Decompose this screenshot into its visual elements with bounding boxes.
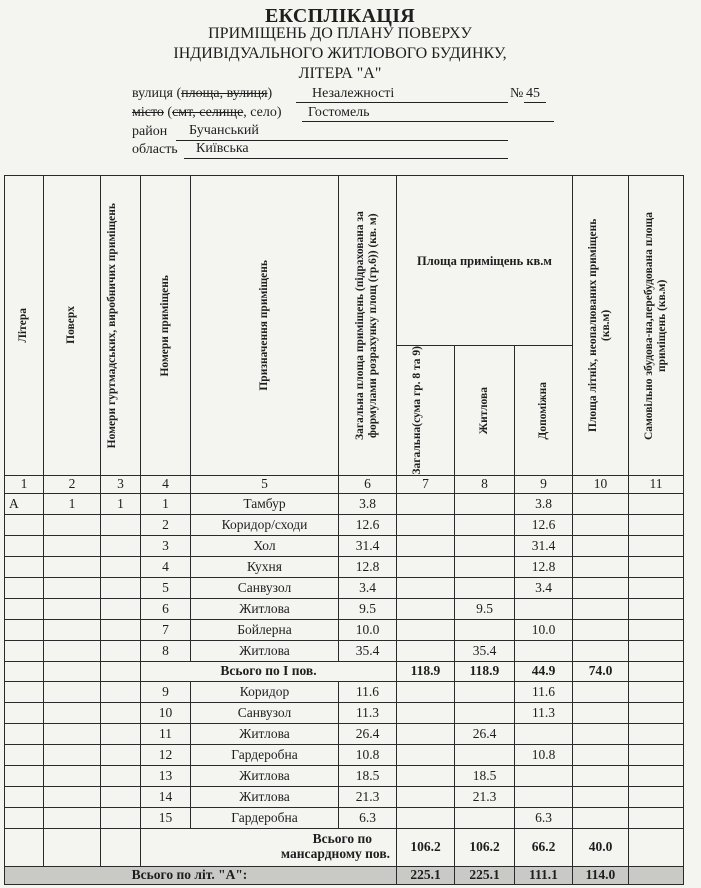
cell-letter — [5, 765, 44, 786]
subtitle-line-2: ІНДИВІДУАЛЬНОГО ЖИТЛОВОГО БУДИНКУ, — [173, 45, 507, 62]
cell-aux-area: 31.4 — [515, 535, 573, 556]
cell-group — [101, 723, 141, 744]
cell-room-number: 14 — [141, 786, 191, 807]
col-letter: Літера — [5, 176, 44, 476]
cell-room-number: 10 — [141, 702, 191, 723]
cell-living-area: 35.4 — [455, 640, 515, 661]
cell-area-total — [397, 681, 455, 702]
cell-floor — [44, 744, 101, 765]
cell-purpose: Житлова — [191, 640, 339, 661]
cell-unauthorized — [629, 640, 684, 661]
cell-letter — [5, 744, 44, 765]
cell-total-area: 12.8 — [339, 556, 397, 577]
cell-total-area: 10.8 — [339, 744, 397, 765]
table-row — [5, 598, 684, 619]
cell-living-area — [455, 702, 515, 723]
cell-purpose: Гардеробна — [191, 744, 339, 765]
cell-summer — [573, 723, 629, 744]
cell-purpose: Санвузол — [191, 577, 339, 598]
explication-table — [4, 175, 684, 885]
cell-floor — [44, 535, 101, 556]
cell-living-area: 18.5 — [455, 765, 515, 786]
cell-summer — [573, 807, 629, 828]
cell-living-area: 21.3 — [455, 786, 515, 807]
cell-total-area: 3.8 — [339, 493, 397, 514]
cell-unauthorized — [629, 744, 684, 765]
total-floor1-row: Всього по І пов. 118.9 118.9 44.9 74.0 — [5, 661, 684, 681]
cell-floor — [44, 556, 101, 577]
cell-floor — [44, 619, 101, 640]
cell-unauthorized — [629, 765, 684, 786]
number-value: 45 — [526, 86, 540, 101]
cell-group — [101, 765, 141, 786]
cell-living-area: 26.4 — [455, 723, 515, 744]
table-row — [5, 786, 684, 807]
cell-group — [101, 807, 141, 828]
cell-unauthorized — [629, 807, 684, 828]
cell-floor — [44, 577, 101, 598]
cell-living-area — [455, 514, 515, 535]
cell-group: 1 — [101, 493, 141, 514]
cell-letter — [5, 556, 44, 577]
cell-unauthorized — [629, 619, 684, 640]
column-numbers-row: 1 2 3 4 5 6 7 8 9 10 11 — [5, 475, 684, 493]
col-area-total: Загальна(сума гр. 8 та 9) — [397, 346, 455, 476]
table-row — [5, 640, 684, 661]
cell-room-number: 2 — [141, 514, 191, 535]
cell-room-number: 5 — [141, 577, 191, 598]
cell-living-area — [455, 744, 515, 765]
region-label: область — [132, 142, 178, 157]
cell-total-area: 26.4 — [339, 723, 397, 744]
cell-summer — [573, 556, 629, 577]
cell-total-area: 11.6 — [339, 681, 397, 702]
cell-summer — [573, 702, 629, 723]
subtitle-line-3: ЛІТЕРА "А" — [298, 65, 382, 82]
cell-summer — [573, 598, 629, 619]
cell-total-area: 35.4 — [339, 640, 397, 661]
cell-area-total — [397, 535, 455, 556]
table-row — [5, 514, 684, 535]
cell-aux-area — [515, 723, 573, 744]
cell-aux-area: 10.0 — [515, 619, 573, 640]
cell-purpose: Тамбур — [191, 493, 339, 514]
cell-living-area — [455, 681, 515, 702]
cell-aux-area: 12.8 — [515, 556, 573, 577]
cell-unauthorized — [629, 786, 684, 807]
cell-room-number: 9 — [141, 681, 191, 702]
cell-room-number: 4 — [141, 556, 191, 577]
col-purpose: Призначення приміщень — [191, 176, 339, 476]
cell-floor — [44, 598, 101, 619]
cell-aux-area: 3.8 — [515, 493, 573, 514]
cell-total-area: 18.5 — [339, 765, 397, 786]
district-value: Бучанський — [189, 123, 259, 138]
cell-purpose: Коридор — [191, 681, 339, 702]
cell-aux-area: 12.6 — [515, 514, 573, 535]
cell-unauthorized — [629, 702, 684, 723]
cell-group — [101, 702, 141, 723]
cell-living-area — [455, 556, 515, 577]
cell-letter — [5, 514, 44, 535]
cell-aux-area: 10.8 — [515, 744, 573, 765]
floor1-rows — [5, 493, 684, 661]
cell-group — [101, 514, 141, 535]
cell-aux-area: 11.6 — [515, 681, 573, 702]
cell-living-area — [455, 493, 515, 514]
cell-letter — [5, 681, 44, 702]
cell-purpose: Гардеробна — [191, 807, 339, 828]
cell-group — [101, 681, 141, 702]
cell-purpose: Бойлерна — [191, 619, 339, 640]
attic-rows — [5, 681, 684, 828]
cell-area-total — [397, 556, 455, 577]
cell-group — [101, 640, 141, 661]
cell-unauthorized — [629, 598, 684, 619]
cell-summer — [573, 640, 629, 661]
cell-group — [101, 619, 141, 640]
region-value: Київська — [196, 141, 249, 156]
cell-total-area: 11.3 — [339, 702, 397, 723]
cell-living-area: 9.5 — [455, 598, 515, 619]
cell-living-area — [455, 577, 515, 598]
cell-letter — [5, 598, 44, 619]
total-attic-row: Всього по мансардному пов. 106.2 106.2 66.2 40.0 — [5, 828, 684, 866]
grand-total-row: Всього по літ. "А": 225.1 225.1 111.1 114.0 — [5, 866, 684, 884]
cell-group — [101, 577, 141, 598]
cell-letter — [5, 577, 44, 598]
cell-purpose: Хол — [191, 535, 339, 556]
cell-total-area: 6.3 — [339, 807, 397, 828]
cell-letter — [5, 702, 44, 723]
cell-group — [101, 598, 141, 619]
cell-living-area — [455, 619, 515, 640]
cell-summer — [573, 765, 629, 786]
table-row — [5, 765, 684, 786]
cell-area-total — [397, 640, 455, 661]
cell-summer — [573, 535, 629, 556]
cell-summer — [573, 619, 629, 640]
col-area-aux: Допоміжна — [515, 346, 573, 476]
cell-purpose: Кухня — [191, 556, 339, 577]
table-row — [5, 619, 684, 640]
cell-aux-area: 6.3 — [515, 807, 573, 828]
cell-area-total — [397, 577, 455, 598]
cell-area-total — [397, 723, 455, 744]
table-row — [5, 807, 684, 828]
cell-floor — [44, 786, 101, 807]
col-total-area: Загальна площа приміщень (підрахована за формулами розрахунку площ (гр.6)) (кв. м) — [339, 176, 397, 476]
cell-total-area: 12.6 — [339, 514, 397, 535]
table-row — [5, 577, 684, 598]
cell-room-number: 1 — [141, 493, 191, 514]
number-underline — [524, 102, 546, 103]
subtitle-line-1: ПРИМІЩЕНЬ ДО ПЛАНУ ПОВЕРХУ — [208, 25, 472, 42]
cell-summer — [573, 786, 629, 807]
cell-purpose: Житлова — [191, 786, 339, 807]
cell-room-number: 15 — [141, 807, 191, 828]
cell-total-area: 9.5 — [339, 598, 397, 619]
cell-purpose: Житлова — [191, 765, 339, 786]
cell-total-area: 21.3 — [339, 786, 397, 807]
cell-total-area: 31.4 — [339, 535, 397, 556]
col-floor: Поверх — [44, 176, 101, 476]
col-summer: Площа літніх, неопалюваних приміщень (кв.м) — [573, 176, 629, 476]
cell-aux-area — [515, 765, 573, 786]
cell-living-area — [455, 535, 515, 556]
cell-unauthorized — [629, 556, 684, 577]
cell-room-number: 11 — [141, 723, 191, 744]
cell-room-number: 8 — [141, 640, 191, 661]
table-row — [5, 681, 684, 702]
cell-living-area — [455, 807, 515, 828]
cell-summer — [573, 514, 629, 535]
table-row — [5, 493, 684, 514]
cell-letter — [5, 807, 44, 828]
cell-letter — [5, 640, 44, 661]
cell-floor — [44, 640, 101, 661]
cell-area-total — [397, 619, 455, 640]
cell-area-total — [397, 765, 455, 786]
cell-area-total — [397, 786, 455, 807]
cell-summer — [573, 577, 629, 598]
table-row — [5, 535, 684, 556]
cell-letter — [5, 535, 44, 556]
cell-area-total — [397, 744, 455, 765]
cell-room-number: 6 — [141, 598, 191, 619]
street-label: вулиця (площа, вулиця) — [132, 86, 273, 101]
col-group-numbers: Номери гуртмадських, виробничих приміщень — [101, 176, 141, 476]
cell-floor — [44, 681, 101, 702]
region-underline — [184, 158, 508, 159]
col-room-numbers: Номери приміщень — [141, 176, 191, 476]
cell-letter — [5, 786, 44, 807]
cell-floor: 1 — [44, 493, 101, 514]
cell-purpose: Коридор/сходи — [191, 514, 339, 535]
number-label: № — [510, 86, 524, 101]
cell-purpose: Житлова — [191, 723, 339, 744]
cell-letter: А — [5, 493, 44, 514]
district-label: район — [132, 124, 168, 139]
cell-group — [101, 744, 141, 765]
cell-summer — [573, 681, 629, 702]
street-underline — [296, 102, 508, 103]
col-area-living: Житлова — [455, 346, 515, 476]
cell-unauthorized — [629, 514, 684, 535]
cell-aux-area — [515, 640, 573, 661]
cell-purpose: Санвузол — [191, 702, 339, 723]
cell-unauthorized — [629, 723, 684, 744]
cell-area-total — [397, 514, 455, 535]
city-underline — [302, 121, 554, 122]
document-title: ЕКСПЛІКАЦІЯ — [264, 5, 416, 27]
table-row — [5, 744, 684, 765]
cell-aux-area — [515, 598, 573, 619]
cell-room-number: 12 — [141, 744, 191, 765]
cell-group — [101, 786, 141, 807]
cell-aux-area — [515, 786, 573, 807]
cell-group — [101, 556, 141, 577]
city-label: місто (смт, селище, село) — [132, 105, 282, 120]
header-row-top — [5, 176, 684, 346]
cell-aux-area: 11.3 — [515, 702, 573, 723]
cell-area-total — [397, 598, 455, 619]
cell-room-number: 7 — [141, 619, 191, 640]
cell-unauthorized — [629, 493, 684, 514]
cell-room-number: 3 — [141, 535, 191, 556]
cell-summer — [573, 744, 629, 765]
cell-unauthorized — [629, 577, 684, 598]
cell-room-number: 13 — [141, 765, 191, 786]
cell-summer — [573, 493, 629, 514]
table-row — [5, 723, 684, 744]
cell-floor — [44, 765, 101, 786]
cell-area-total — [397, 807, 455, 828]
col-unauthorized: Самовільно збудова-на,перебудована площа приміщень (кв.м) — [629, 176, 684, 476]
cell-letter — [5, 619, 44, 640]
table-row — [5, 702, 684, 723]
cell-area-total — [397, 493, 455, 514]
cell-area-total — [397, 702, 455, 723]
cell-unauthorized — [629, 535, 684, 556]
cell-floor — [44, 723, 101, 744]
cell-floor — [44, 514, 101, 535]
city-value: Гостомель — [308, 105, 370, 120]
street-value: Незалежності — [312, 86, 395, 101]
cell-total-area: 3.4 — [339, 577, 397, 598]
cell-total-area: 10.0 — [339, 619, 397, 640]
cell-floor — [44, 702, 101, 723]
total-attic-label: Всього по мансардному пов. — [280, 831, 390, 862]
table-row — [5, 556, 684, 577]
cell-floor — [44, 807, 101, 828]
cell-group — [101, 535, 141, 556]
cell-aux-area: 3.4 — [515, 577, 573, 598]
cell-letter — [5, 723, 44, 744]
cell-unauthorized — [629, 681, 684, 702]
col-area-group: Площа приміщень кв.м — [397, 176, 573, 346]
cell-purpose: Житлова — [191, 598, 339, 619]
